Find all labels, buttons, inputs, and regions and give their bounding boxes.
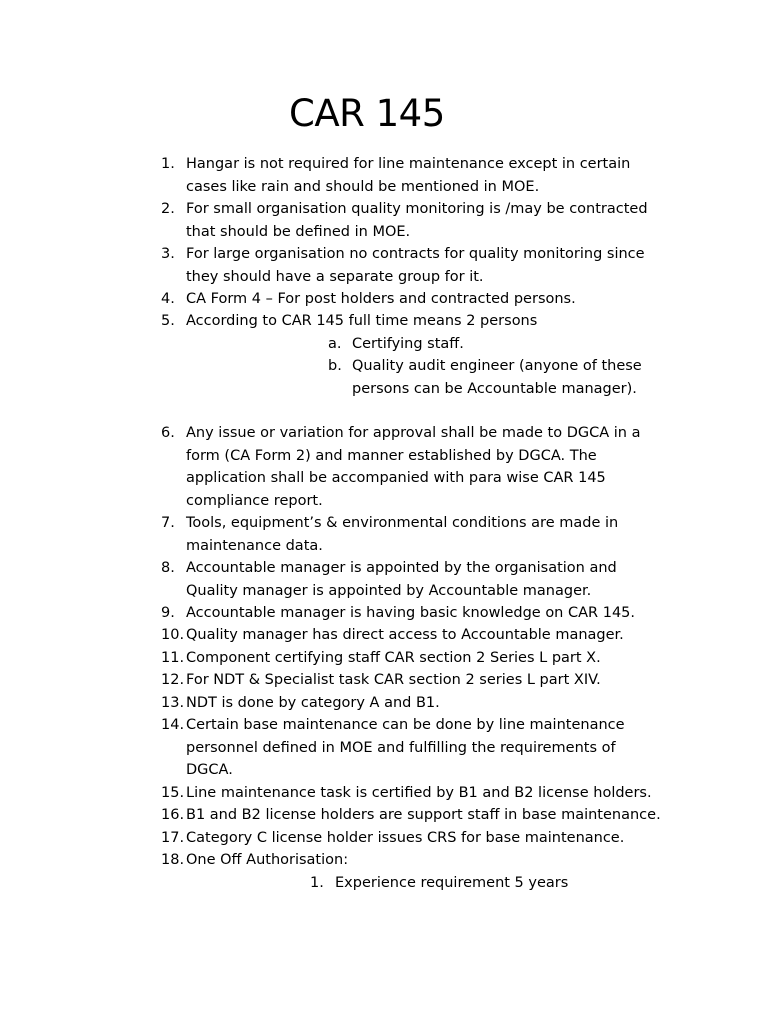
list-item-text-line: CA Form 4 – For post holders and contracted persons. (186, 291, 576, 307)
list-item-number: 5. (161, 313, 175, 329)
list-item-number: 3. (161, 246, 175, 262)
list-item-text-line: Line maintenance task is certified by B1 and B2 license holders. (186, 785, 652, 801)
list-item-text-line: Hangar is not required for line maintenance except in certain (186, 156, 631, 172)
list-item-number: 2. (161, 201, 175, 217)
list-item-number: 18. (161, 852, 185, 868)
list-item-text-line: maintenance data. (186, 537, 323, 554)
list-item-number: 1. (310, 875, 324, 891)
list-item-number: b. (328, 358, 342, 374)
list-item-text-line: compliance report. (186, 492, 323, 509)
list-item-text-line: Quality audit engineer (anyone of these (352, 358, 642, 374)
list-item-text-line: cases like rain and should be mentioned in MOE. (186, 178, 540, 195)
list-item-text-line: NDT is done by category A and B1. (186, 695, 440, 711)
list-item-text-line: Tools, equipment’s & environmental conditions are made in (186, 515, 619, 531)
list-item-text-line: persons can be Accountable manager). (352, 380, 637, 397)
list-item-number: 10. (161, 627, 185, 643)
list-item-text-line: B1 and B2 license holders are support staff in base maintenance. (186, 807, 661, 823)
list-item-number: 12. (161, 672, 185, 688)
page-title: CAR 145 (289, 92, 445, 135)
list-item-text-line: One Off Authorisation: (186, 852, 349, 868)
list-item-text-line: Component certifying staff CAR section 2 Series L part X. (186, 650, 601, 666)
list-item-text-line: that should be defined in MOE. (186, 223, 411, 240)
list-item-text-line: Accountable manager is appointed by the organisation and (186, 560, 617, 576)
list-item-number: 4. (161, 291, 175, 307)
list-item-number: 6. (161, 425, 175, 441)
list-item-text-line: For large organisation no contracts for quality monitoring since (186, 246, 645, 262)
list-item-text-line: form (CA Form 2) and manner established by DGCA. The (186, 447, 597, 464)
list-item-number: 14. (161, 717, 185, 733)
list-item-text-line: Certifying staff. (352, 336, 464, 352)
list-item-text-line: Any issue or variation for approval shall be made to DGCA in a (186, 425, 641, 441)
list-item-number: 17. (161, 830, 185, 846)
list-item-number: 16. (161, 807, 185, 823)
list-item-text-line: Quality manager has direct access to Accountable manager. (186, 627, 624, 643)
list-item-number: 11. (161, 650, 185, 666)
list-item-number: 15. (161, 785, 185, 801)
list-item-text-line: For NDT & Specialist task CAR section 2 series L part XIV. (186, 672, 601, 688)
list-item-number: 1. (161, 156, 175, 172)
list-item-text-line: According to CAR 145 full time means 2 persons (186, 313, 538, 329)
list-item-text-line: application shall be accompanied with para wise CAR 145 (186, 470, 606, 486)
list-item-number: 8. (161, 560, 175, 576)
list-item-text-line: Certain base maintenance can be done by line maintenance (186, 717, 625, 733)
list-item-text-line: they should have a separate group for it. (186, 268, 484, 285)
list-item-number: a. (328, 336, 342, 352)
list-item-text-line: Experience requirement 5 years (335, 875, 569, 891)
list-item-number: 7. (161, 515, 175, 531)
list-item-text-line: Accountable manager is having basic knowledge on CAR 145. (186, 605, 635, 621)
list-item-text-line: personnel defined in MOE and fulfilling the requirements of (186, 739, 616, 756)
list-item-text-line: Category C license holder issues CRS for base maintenance. (186, 830, 625, 846)
list-item-number: 9. (161, 605, 175, 621)
list-item-text-line: Quality manager is appointed by Accountable manager. (186, 582, 592, 599)
list-item-text-line: DGCA. (186, 762, 233, 778)
list-item-number: 13. (161, 695, 185, 711)
list-item-text-line: For small organisation quality monitoring is /may be contracted (186, 201, 648, 217)
